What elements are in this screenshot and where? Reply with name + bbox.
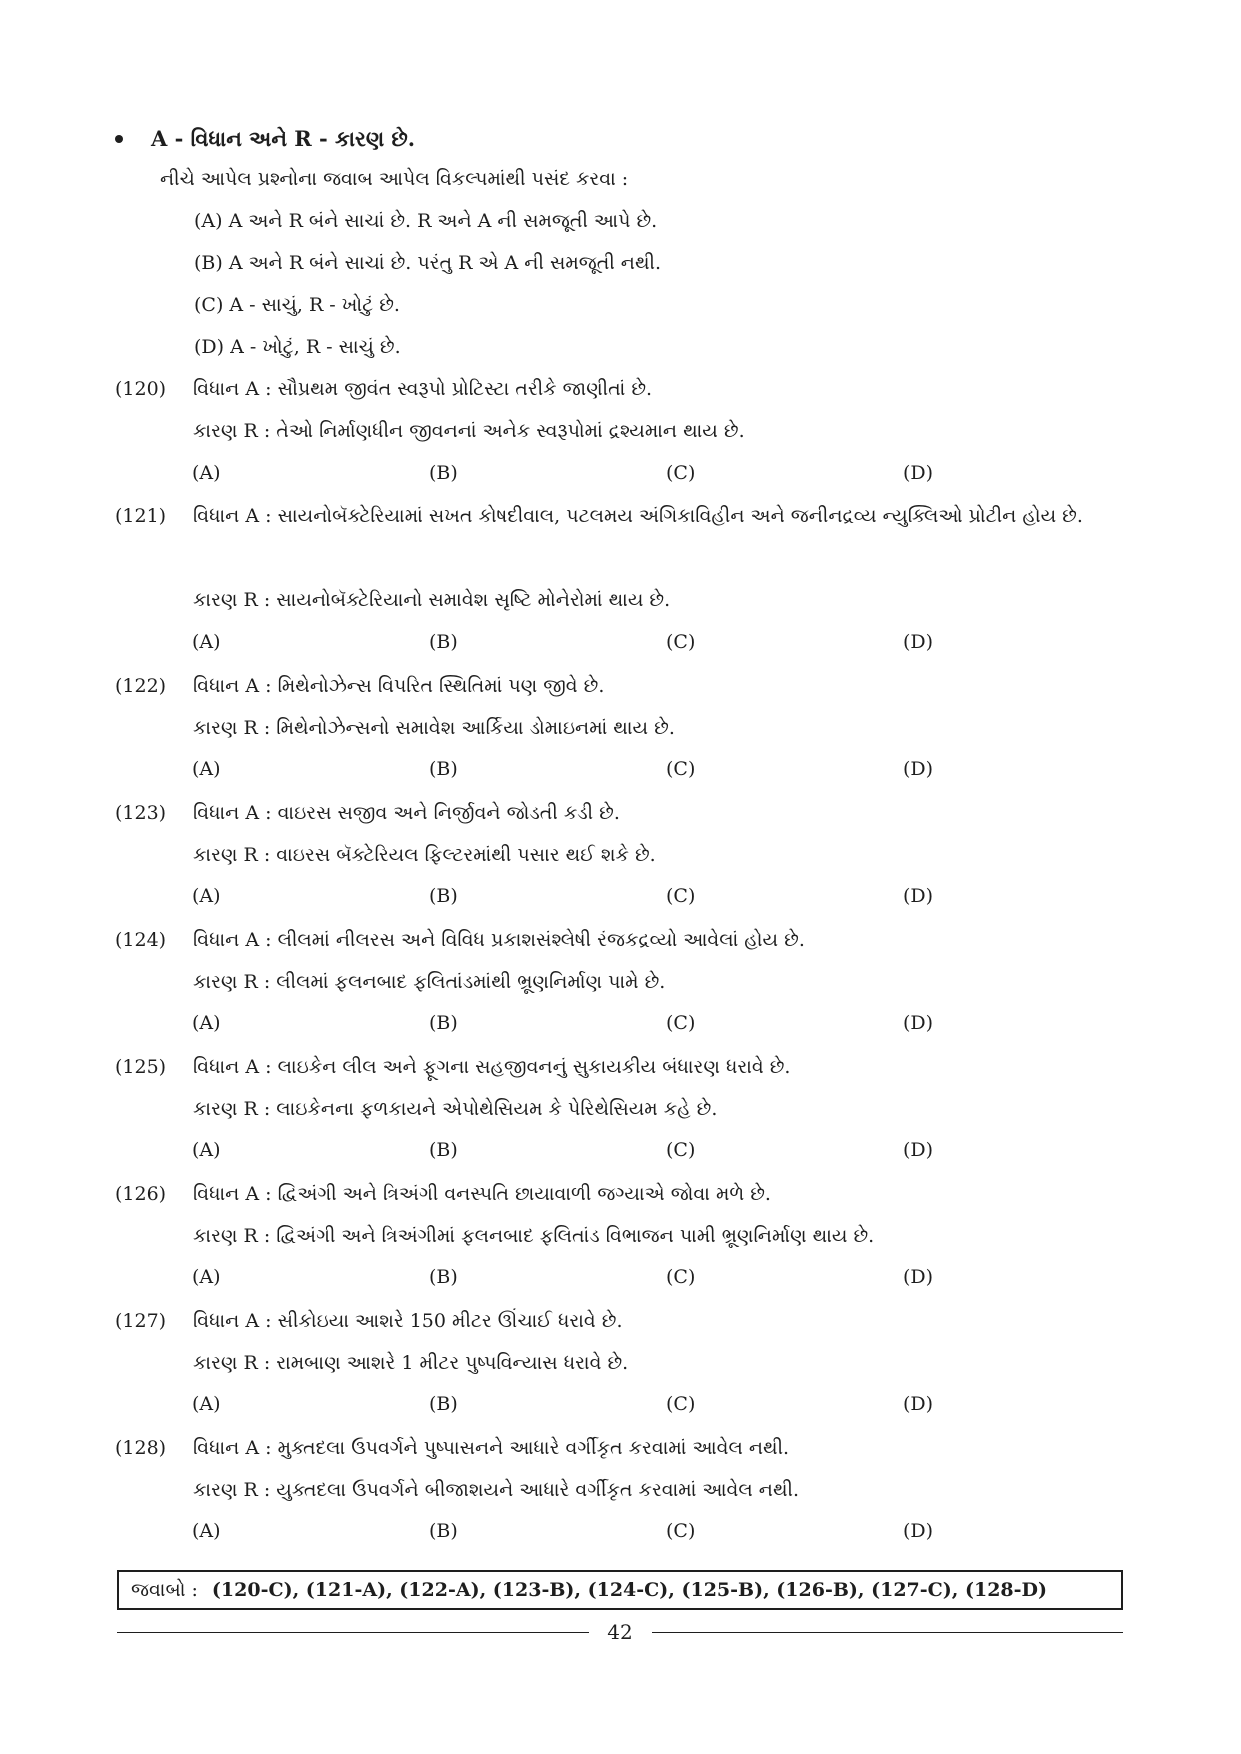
assertion-text: વિધાન A : સાયનોબૅક્ટેરિયામાં સખત કોષદીવાલ, પટલમય અંગિકાવિહીન અને જનીનદ્રવ્ય ન્યુક્લિઓ પ્રોટીન હોય છે. (193, 505, 1083, 527)
choice-d: (D) (903, 885, 934, 907)
reason-text: કારણ R : તેઓ નિર્માણધીન જીવનનાં અનેક સ્વરૂપોમાં દ્રશ્યમાન થાય છે. (193, 420, 745, 442)
choice-d: (D) (903, 462, 934, 484)
question-number: (126) (115, 1183, 167, 1205)
assertion-text: વિધાન A : મુક્તદલા ઉપવર્ગને પુષ્પાસનને આધારે વર્ગીકૃત કરવામાં આવેલ નથી. (193, 1437, 790, 1459)
question-number: (123) (115, 802, 167, 824)
reason-text: કારણ R : યુક્તદલા ઉપવર્ગને બીજાશયને આધારે વર્ગીકૃત કરવામાં આવેલ નથી. (193, 1479, 799, 1501)
choice-c: (C) (666, 885, 696, 907)
assertion-text: વિધાન A : દ્વિઅંગી અને ત્રિઅંગી વનસ્પતિ છાયાવાળી જગ્યાએ જોવા મળે છે. (193, 1183, 771, 1205)
choice-b: (B) (429, 758, 458, 780)
choice-a: (A) (192, 1139, 221, 1161)
instruction-text: નીચે આપેલ પ્રશ્નોના જવાબ આપેલ વિકલ્પમાંથી પસંદ કરવા : (160, 168, 629, 190)
footer-rule-left (117, 1632, 589, 1633)
reason-text: કારણ R : લાઇકેનના ફળકાયને એપોથેસિયમ કે પેરિથેસિયમ કહે છે. (193, 1098, 718, 1120)
assertion-text: વિધાન A : મિથેનોઝેન્સ વિપરિત સ્થિતિમાં પણ જીવે છે. (193, 675, 605, 697)
choice-a: (A) (192, 631, 221, 653)
choice-b: (B) (429, 1012, 458, 1034)
choice-c: (C) (666, 631, 696, 653)
section-heading (115, 126, 415, 152)
reason-text: કારણ R : લીલમાં ફલનબાદ ફલિતાંડમાંથી ભ્રૂણનિર્માણ પામે છે. (193, 971, 666, 993)
answer-key-label: જવાબો : (131, 1579, 198, 1601)
choice-b: (B) (429, 631, 458, 653)
choice-d: (D) (903, 631, 934, 653)
choice-a: (A) (192, 758, 221, 780)
choice-d: (D) (903, 758, 934, 780)
answer-key-values: (120-C), (121-A), (122-A), (123-B), (124-C), (125-B), (126-B), (127-C), (128-D) (211, 1579, 1047, 1601)
choice-d: (D) (903, 1393, 934, 1415)
assertion-text: વિધાન A : સૌપ્રથમ જીવંત સ્વરૂપો પ્રોટિસ્ટા તરીકે જાણીતાં છે. (193, 378, 653, 400)
option-a: (A) A અને R બંને સાચાં છે. R અને A ની સમજૂતી આપે છે. (194, 210, 658, 232)
question-number: (120) (115, 378, 167, 400)
choice-d: (D) (903, 1139, 934, 1161)
choice-c: (C) (666, 1520, 696, 1542)
question-number: (127) (115, 1310, 167, 1332)
answer-key-box (117, 1570, 1123, 1610)
question-number: (122) (115, 675, 167, 697)
question-number: (121) (115, 505, 167, 527)
option-b: (B) A અને R બંને સાચાં છે. પરંતુ R એ A ની સમજૂતી નથી. (194, 252, 661, 274)
choice-b: (B) (429, 1520, 458, 1542)
choice-a: (A) (192, 1012, 221, 1034)
choice-a: (A) (192, 1266, 221, 1288)
assertion-text: વિધાન A : લીલમાં નીલરસ અને વિવિધ પ્રકાશસંશ્લેષી રંજકદ્રવ્યો આવેલાં હોય છે. (193, 929, 805, 951)
reason-text: કારણ R : દ્વિઅંગી અને ત્રિઅંગીમાં ફલનબાદ ફલિતાંડ વિભાજન પામી ભ્રૂણનિર્માણ થાય છે. (193, 1225, 875, 1247)
choice-a: (A) (192, 1393, 221, 1415)
footer-rule-right (652, 1632, 1123, 1633)
choice-b: (B) (429, 1266, 458, 1288)
question-number: (125) (115, 1056, 167, 1078)
choice-d: (D) (903, 1520, 934, 1542)
choice-c: (C) (666, 462, 696, 484)
choice-a: (A) (192, 462, 221, 484)
assertion-text: વિધાન A : લાઇકેન લીલ અને ફૂગના સહજીવનનું સુકાયકીય બંધારણ ધરાવે છે. (193, 1056, 791, 1078)
page-number: 42 (607, 1620, 633, 1644)
choice-c: (C) (666, 1012, 696, 1034)
option-c: (C) A - સાચું, R - ખોટું છે. (194, 294, 400, 316)
choice-b: (B) (429, 462, 458, 484)
reason-text: કારણ R : રામબાણ આશરે 1 મીટર પુષ્પવિન્યાસ ધરાવે છે. (193, 1352, 629, 1374)
assertion-text: વિધાન A : સીકોઇયા આશરે 150 મીટર ઊંચાઈ ધરાવે છે. (193, 1310, 623, 1332)
heading-text: A - વિધાન અને R - કારણ છે. (151, 126, 416, 151)
assertion-text: વિધાન A : વાઇરસ સજીવ અને નિર્જીવને જોડતી કડી છે. (193, 802, 620, 824)
choice-c: (C) (666, 1393, 696, 1415)
choice-d: (D) (903, 1266, 934, 1288)
option-d: (D) A - ખોટું, R - સાચું છે. (194, 336, 401, 358)
choice-d: (D) (903, 1012, 934, 1034)
reason-text: કારણ R : મિથેનોઝેન્સનો સમાવેશ આર્કિયા ડોમાઇનમાં થાય છે. (193, 717, 675, 739)
choice-c: (C) (666, 1266, 696, 1288)
choice-c: (C) (666, 758, 696, 780)
reason-text: કારણ R : સાયનોબૅક્ટેરિયાનો સમાવેશ સૃષ્ટિ મોનેરોમાં થાય છે. (193, 589, 671, 611)
choice-a: (A) (192, 885, 221, 907)
choice-b: (B) (429, 1139, 458, 1161)
choice-b: (B) (429, 1393, 458, 1415)
question-number: (124) (115, 929, 167, 951)
choice-b: (B) (429, 885, 458, 907)
choice-a: (A) (192, 1520, 221, 1542)
reason-text: કારણ R : વાઇરસ બૅક્ટેરિયલ ફિલ્ટરમાંથી પસાર થઈ શકે છે. (193, 844, 656, 866)
question-number: (128) (115, 1437, 167, 1459)
choice-c: (C) (666, 1139, 696, 1161)
bullet-icon (115, 135, 123, 143)
